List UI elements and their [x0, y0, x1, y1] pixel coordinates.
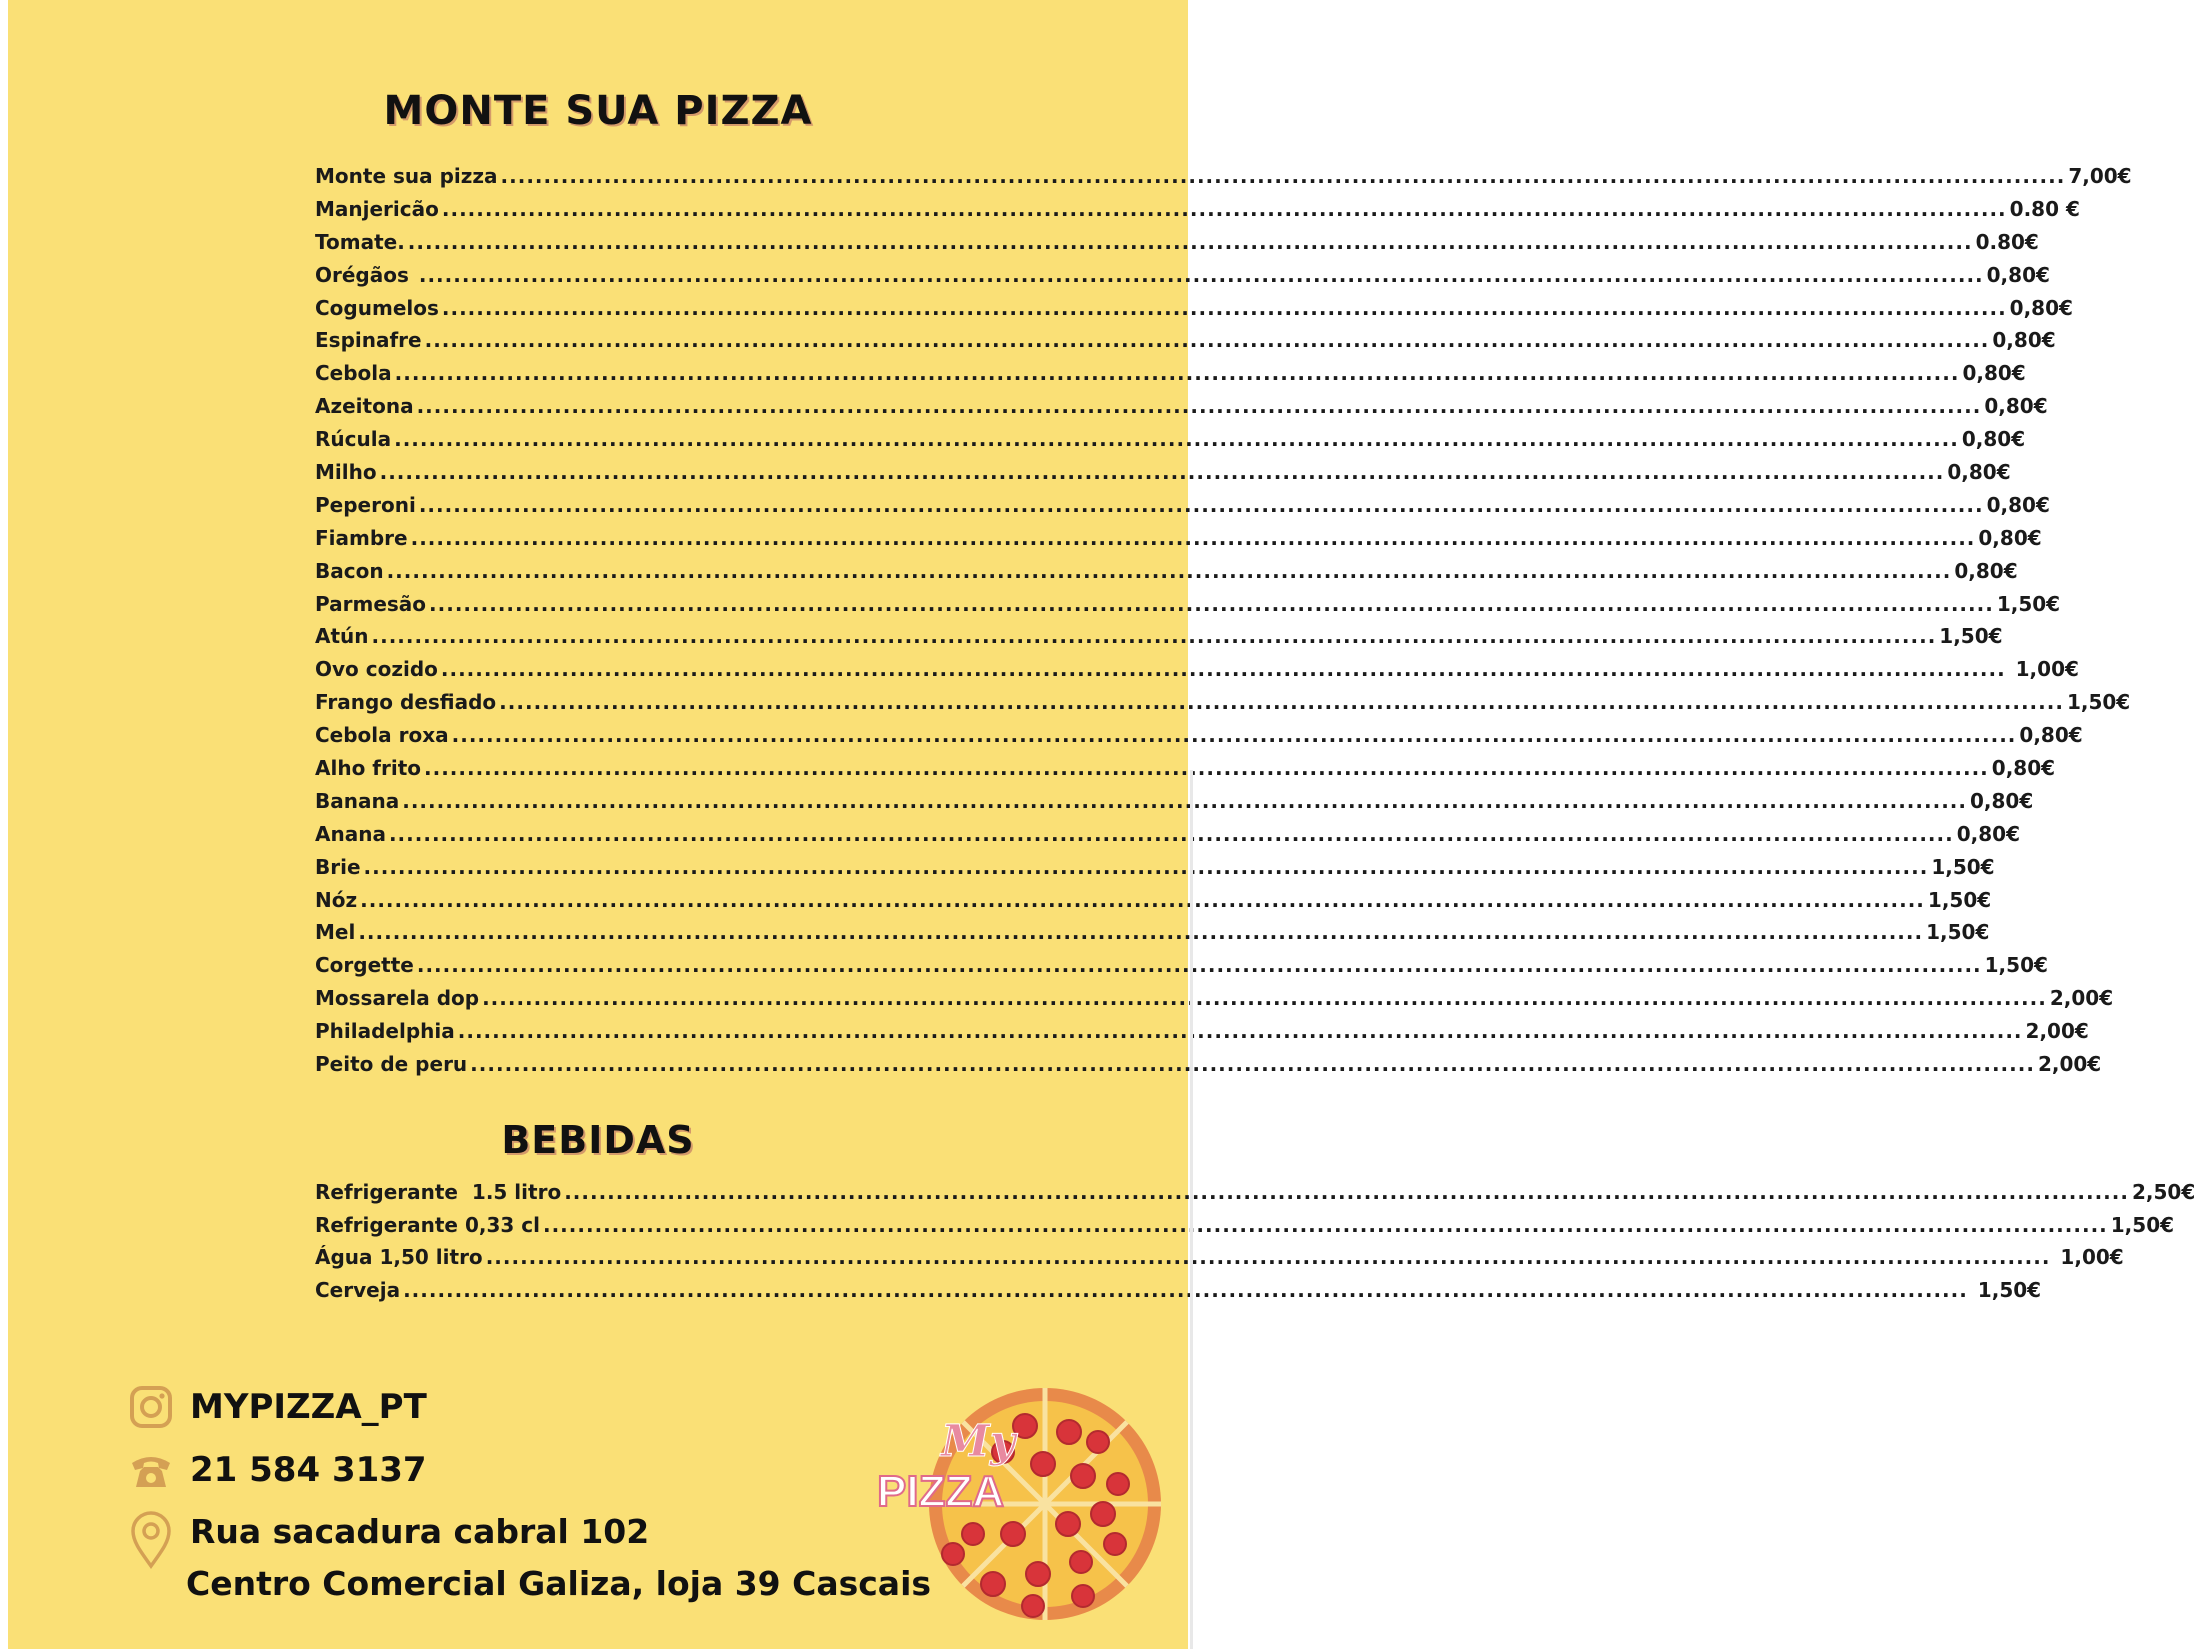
menu-item: [315, 591, 2061, 625]
menu-page: [8, 0, 2195, 1649]
menu-item-name: Azeitona: [315, 394, 414, 419]
dot-leader: [442, 296, 2007, 320]
dot-leader: [486, 1245, 2051, 1269]
dot-leader: [419, 493, 1984, 517]
dot-leader: [470, 1052, 2035, 1076]
menu-item: [315, 920, 1990, 953]
menu-item-name: Cebola roxa: [315, 723, 449, 748]
menu-item-price: 0,80€: [1978, 525, 2042, 550]
menu-item-price: 0,80€: [2009, 295, 2073, 320]
menu-item: [315, 394, 2048, 427]
menu-item-price: 0,80€: [2019, 723, 2083, 748]
dot-leader: [402, 789, 1967, 813]
dot-leader: [389, 822, 1954, 846]
menu-item-price: 2,00€: [2025, 1019, 2089, 1044]
dot-leader: [482, 986, 2047, 1010]
menu-item-name: Rúcula: [315, 427, 392, 452]
menu-item-name: Mossarela dop: [315, 986, 480, 1011]
menu-item-name: Mel: [315, 920, 356, 945]
menu-item-name: Atún: [315, 624, 369, 649]
menu-item-name: Refrigerante 1.5 litro: [315, 1180, 562, 1204]
dot-leader: [408, 230, 1973, 254]
dot-leader: [442, 197, 2007, 221]
menu-item: [315, 229, 2039, 263]
menu-item: [315, 723, 2083, 756]
menu-item-price: 0,80€: [1962, 361, 2026, 386]
logo-main-text: PIZZA: [877, 1467, 1005, 1516]
menu-item-price: 1,50€: [1996, 591, 2061, 616]
menu-item-name: Cebola: [315, 361, 392, 386]
menu-item-name: Alho frito: [315, 756, 421, 781]
menu-item: [315, 262, 2050, 296]
menu-item: [315, 1180, 2195, 1213]
dot-leader: [403, 1278, 1968, 1302]
menu-item: [315, 1019, 2089, 1052]
dot-leader: [380, 460, 1945, 484]
menu-item: [315, 328, 2056, 361]
menu-item-name: Brie: [315, 854, 361, 879]
menu-item: [315, 1052, 2102, 1085]
menu-item-price: 0,80€: [1986, 262, 2050, 287]
menu-item-price: 0,80€: [1984, 394, 2048, 419]
menu-item-price: 2,50€: [2131, 1180, 2195, 1204]
menu-item-name: Corgette: [315, 953, 414, 978]
menu-item-name: Cogumelos: [315, 295, 439, 320]
menu-item-name: Tomate.: [315, 229, 405, 254]
dot-leader: [419, 263, 1984, 287]
menu-item: [315, 164, 2132, 197]
menu-item-name: Parmesão: [315, 591, 427, 616]
dot-leader: [425, 328, 1990, 352]
menu-item-name: Nóz: [315, 887, 358, 912]
dot-leader: [564, 1180, 2129, 1204]
menu-item-name: Bacon: [315, 558, 384, 583]
dot-leader: [424, 756, 1989, 780]
address-line-2: Centro Comercial Galiza, loja 39 Cascais: [186, 1564, 932, 1603]
menu-item: [315, 986, 2114, 1019]
dot-leader: [364, 855, 1929, 879]
dot-leader: [395, 361, 1960, 385]
menu-item-price: 1,50€: [1927, 887, 1992, 912]
menu-item: [315, 295, 2073, 329]
dot-leader: [441, 657, 2006, 681]
menu-item-name: Peito de peru: [315, 1052, 468, 1077]
menu-item-name: Cerveja: [315, 1277, 401, 1302]
drinks-section-title: BEBIDAS: [501, 1118, 695, 1162]
menu-item: [315, 558, 2018, 592]
menu-item: [315, 1277, 2042, 1311]
menu-item-name: Frango desfiado: [315, 690, 497, 715]
mypizza-logo: [877, 1384, 1158, 1624]
menu-item: [315, 492, 2050, 526]
instagram-handle-text: MYPIZZA_PT: [190, 1387, 427, 1427]
menu-item: [315, 460, 2011, 493]
menu-item-price: 0,80€: [1947, 460, 2011, 485]
dot-leader: [417, 394, 1982, 418]
dot-leader: [394, 427, 1959, 451]
menu-item-name: Milho: [315, 460, 377, 485]
menu-item-name: Manjericão: [315, 196, 439, 221]
menu-item: [315, 624, 2003, 657]
menu-item-price: 0,80€: [1992, 328, 2056, 353]
dot-leader: [458, 1019, 2023, 1043]
menu-item: [315, 657, 2079, 690]
dot-leader: [452, 723, 2017, 747]
drinks-menu-list: [315, 1180, 2195, 1310]
menu-item: [315, 1212, 2175, 1246]
menu-item: [315, 887, 1992, 921]
menu-item-price: 1,50€: [2066, 690, 2131, 715]
dot-leader: [360, 888, 1925, 912]
pizza-menu-list: [315, 164, 2132, 1085]
menu-item-name: Fiambre: [315, 525, 408, 550]
dot-leader: [543, 1213, 2108, 1237]
menu-item: [315, 953, 2048, 986]
menu-item: [315, 854, 1995, 888]
dot-leader: [417, 953, 1982, 977]
location-pin-icon: [128, 1510, 174, 1570]
menu-item-price: 2,00€: [2049, 986, 2114, 1011]
dot-leader: [372, 624, 1937, 648]
menu-item-name: Monte sua pizza: [315, 164, 498, 188]
menu-item-price: 0,80€: [1970, 788, 2034, 813]
menu-item-name: Orégãos: [315, 262, 416, 287]
menu-item-price: 1,50€: [2110, 1212, 2175, 1237]
dot-leader: [411, 526, 1976, 550]
address-line-1: Rua sacadura cabral 102: [190, 1512, 650, 1551]
menu-item-price: 1,00€: [2053, 1245, 2124, 1270]
logo-script-text: My: [941, 1416, 1016, 1467]
address: [128, 1510, 931, 1610]
menu-item-price: 1,50€: [1939, 624, 2003, 649]
menu-item-name: Água 1,50 litro: [315, 1245, 483, 1270]
menu-item-name: Banana: [315, 788, 400, 813]
menu-item-price: 7,00€: [2068, 164, 2132, 188]
menu-item-price: 0,80€: [1956, 821, 2020, 846]
menu-item-name: Philadelphia: [315, 1019, 455, 1044]
menu-item-name: Ovo cozido: [315, 657, 438, 682]
menu-item-price: 1,50€: [1970, 1277, 2042, 1302]
menu-item-price: 0,80€: [1961, 427, 2026, 452]
scrollbar-edge: [1190, 770, 1193, 1649]
menu-item-price: 0.80€: [1975, 229, 2039, 254]
menu-item: [315, 525, 2042, 559]
menu-item-price: 0,80€: [1986, 492, 2050, 517]
menu-item-name: Anana: [315, 821, 386, 846]
menu-item-price: 1,50€: [1931, 854, 1995, 879]
menu-item: [315, 1245, 2124, 1278]
menu-item: [315, 361, 2026, 394]
instagram-icon: [128, 1384, 174, 1430]
menu-item: [315, 788, 2034, 822]
menu-item-name: Peperoni: [315, 492, 416, 517]
menu-item: [315, 821, 2020, 855]
menu-item: [315, 196, 2080, 230]
menu-item: [315, 427, 2026, 460]
menu-item-price: 1,50€: [1984, 953, 2048, 978]
dot-leader: [501, 164, 2066, 188]
menu-item-price: 1,50€: [1926, 920, 1990, 945]
pizza-section-title: MONTE SUA PIZZA: [383, 88, 813, 134]
menu-item-price: 2,00€: [2037, 1052, 2102, 1077]
phone-icon: [128, 1447, 174, 1493]
phone-number[interactable]: [128, 1447, 427, 1493]
instagram-handle[interactable]: [128, 1384, 427, 1430]
menu-item: [315, 690, 2131, 723]
dot-leader: [429, 592, 1994, 616]
menu-item-price: 0.80 €: [2009, 196, 2080, 221]
menu-item-price: 0,80€: [1991, 756, 2056, 781]
menu-item-price: 0,80€: [1954, 558, 2018, 583]
phone-number-text: 21 584 3137: [190, 1450, 427, 1490]
menu-item-name: Espinafre: [315, 328, 422, 353]
dot-leader: [499, 690, 2064, 714]
dot-leader: [387, 559, 1952, 583]
menu-item: [315, 756, 2056, 789]
menu-item-name: Refrigerante 0,33 cl: [315, 1212, 540, 1237]
dot-leader: [358, 920, 1923, 944]
menu-item-price: 1,00€: [2008, 657, 2079, 682]
